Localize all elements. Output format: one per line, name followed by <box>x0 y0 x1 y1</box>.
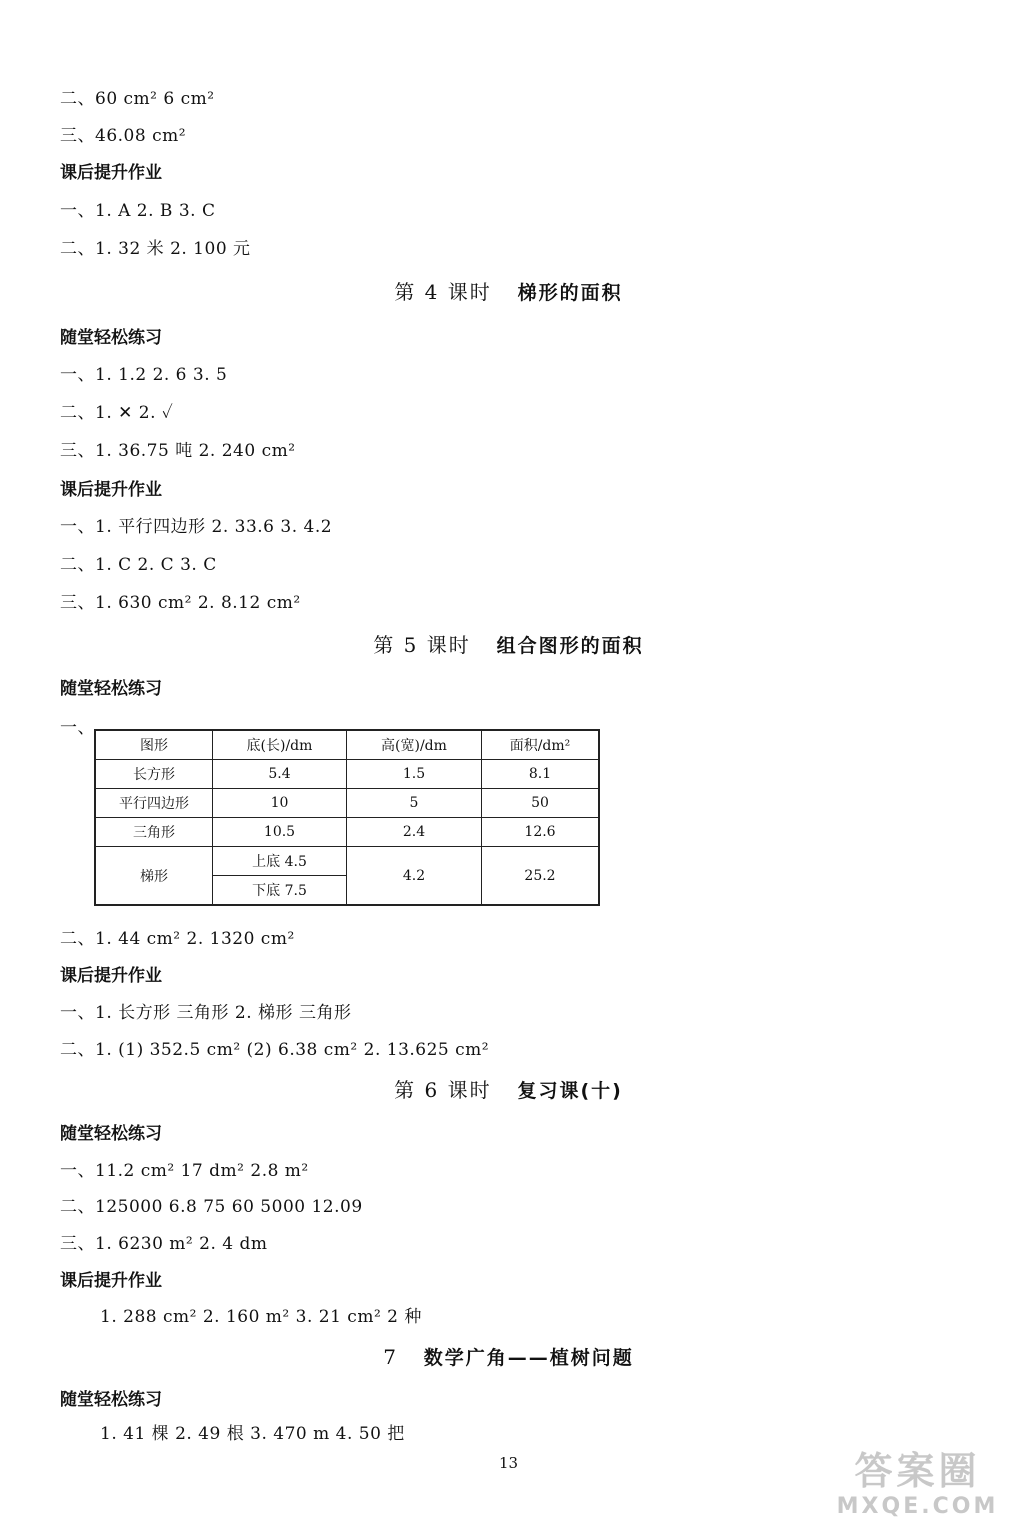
table-row <box>95 760 599 789</box>
watermark-text: 答案圈 <box>854 1449 981 1493</box>
area-table <box>94 729 600 906</box>
table-cell: 4.2 <box>347 847 482 906</box>
lesson-title: 组合图形的面积 <box>496 635 644 657</box>
table-cell: 2.4 <box>347 818 482 847</box>
chapter-heading-7 <box>0 1344 1017 1371</box>
answer-line: 二、1. ✕ 2. ✓ <box>60 403 174 423</box>
chapter-number: 7 <box>383 1345 398 1369</box>
lesson-title: 梯形的面积 <box>517 282 623 304</box>
lesson-heading-6 <box>0 1077 1017 1104</box>
table-row <box>95 818 599 847</box>
answer-line: 二、1. 44 cm² 2. 1320 cm² <box>60 929 295 949</box>
lesson-number: 第 5 课时 <box>373 633 471 657</box>
answer-line: 二、60 cm² 6 cm² <box>60 89 215 109</box>
section-subtitle: 随堂轻松练习 <box>60 679 162 699</box>
lesson-number: 第 4 课时 <box>394 280 492 304</box>
section-subtitle: 随堂轻松练习 <box>60 328 162 348</box>
table-cell: 8.1 <box>482 760 600 789</box>
lesson-number: 第 6 课时 <box>394 1078 492 1102</box>
answer-line: 三、46.08 cm² <box>60 126 187 146</box>
table-cell: 1.5 <box>347 760 482 789</box>
table-cell: 三角形 <box>95 818 213 847</box>
answer-line: 1. 41 棵 2. 49 根 3. 470 m 4. 50 把 <box>100 1424 405 1444</box>
section-subtitle: 课后提升作业 <box>60 480 162 500</box>
section-subtitle: 课后提升作业 <box>60 1271 162 1291</box>
answer-line: 三、1. 630 cm² 2. 8.12 cm² <box>60 593 301 613</box>
answer-line: 三、1. 36.75 吨 2. 240 cm² <box>60 441 296 461</box>
answer-line: 二、1. (1) 352.5 cm² (2) 6.38 cm² 2. 13.625 cm² <box>60 1040 490 1060</box>
table-cell: 10 <box>213 789 347 818</box>
page-number: 13 <box>498 1454 519 1472</box>
table-cell: 5.4 <box>213 760 347 789</box>
table-row <box>95 847 599 876</box>
answer-line: 一、 <box>60 718 95 738</box>
answer-line: 二、1. C 2. C 3. C <box>60 555 217 575</box>
table-cell: 10.5 <box>213 818 347 847</box>
chapter-title: 数学广角——植树问题 <box>423 1347 634 1369</box>
table-cell: 平行四边形 <box>95 789 213 818</box>
answer-line: 1. 288 cm² 2. 160 m² 3. 21 cm² 2 种 <box>100 1307 422 1327</box>
answer-line: 三、1. 6230 m² 2. 4 dm <box>60 1234 268 1254</box>
section-subtitle: 随堂轻松练习 <box>60 1124 162 1144</box>
lesson-heading-4 <box>0 279 1017 306</box>
table-cell: 5 <box>347 789 482 818</box>
table-cell: 长方形 <box>95 760 213 789</box>
table-row <box>95 789 599 818</box>
table-header: 高(宽)/dm <box>347 730 482 760</box>
lesson-heading-5 <box>0 632 1017 659</box>
section-subtitle: 课后提升作业 <box>60 163 162 183</box>
table-header: 面积/dm² <box>482 730 600 760</box>
answer-line: 一、1. A 2. B 3. C <box>60 201 216 221</box>
table-cell: 梯形 <box>95 847 213 906</box>
watermark-logo <box>830 1448 1005 1528</box>
watermark-url: MXQE.COM <box>836 1494 999 1519</box>
section-subtitle: 课后提升作业 <box>60 966 162 986</box>
section-subtitle: 随堂轻松练习 <box>60 1390 162 1410</box>
answer-line: 一、1. 长方形 三角形 2. 梯形 三角形 <box>60 1003 352 1023</box>
lesson-title: 复习课(十) <box>517 1080 623 1102</box>
table-cell: 下底 7.5 <box>213 876 347 906</box>
table-header: 图形 <box>95 730 213 760</box>
table-cell: 25.2 <box>482 847 600 906</box>
answer-line: 一、11.2 cm² 17 dm² 2.8 m² <box>60 1161 309 1181</box>
table-header: 底(长)/dm <box>213 730 347 760</box>
table-cell: 上底 4.5 <box>213 847 347 876</box>
answer-line: 一、1. 平行四边形 2. 33.6 3. 4.2 <box>60 517 333 537</box>
answer-line: 一、1. 1.2 2. 6 3. 5 <box>60 365 228 385</box>
answer-line: 二、1. 32 米 2. 100 元 <box>60 239 251 259</box>
table-cell: 12.6 <box>482 818 600 847</box>
answer-line: 二、125000 6.8 75 60 5000 12.09 <box>60 1197 363 1217</box>
table-cell: 50 <box>482 789 600 818</box>
